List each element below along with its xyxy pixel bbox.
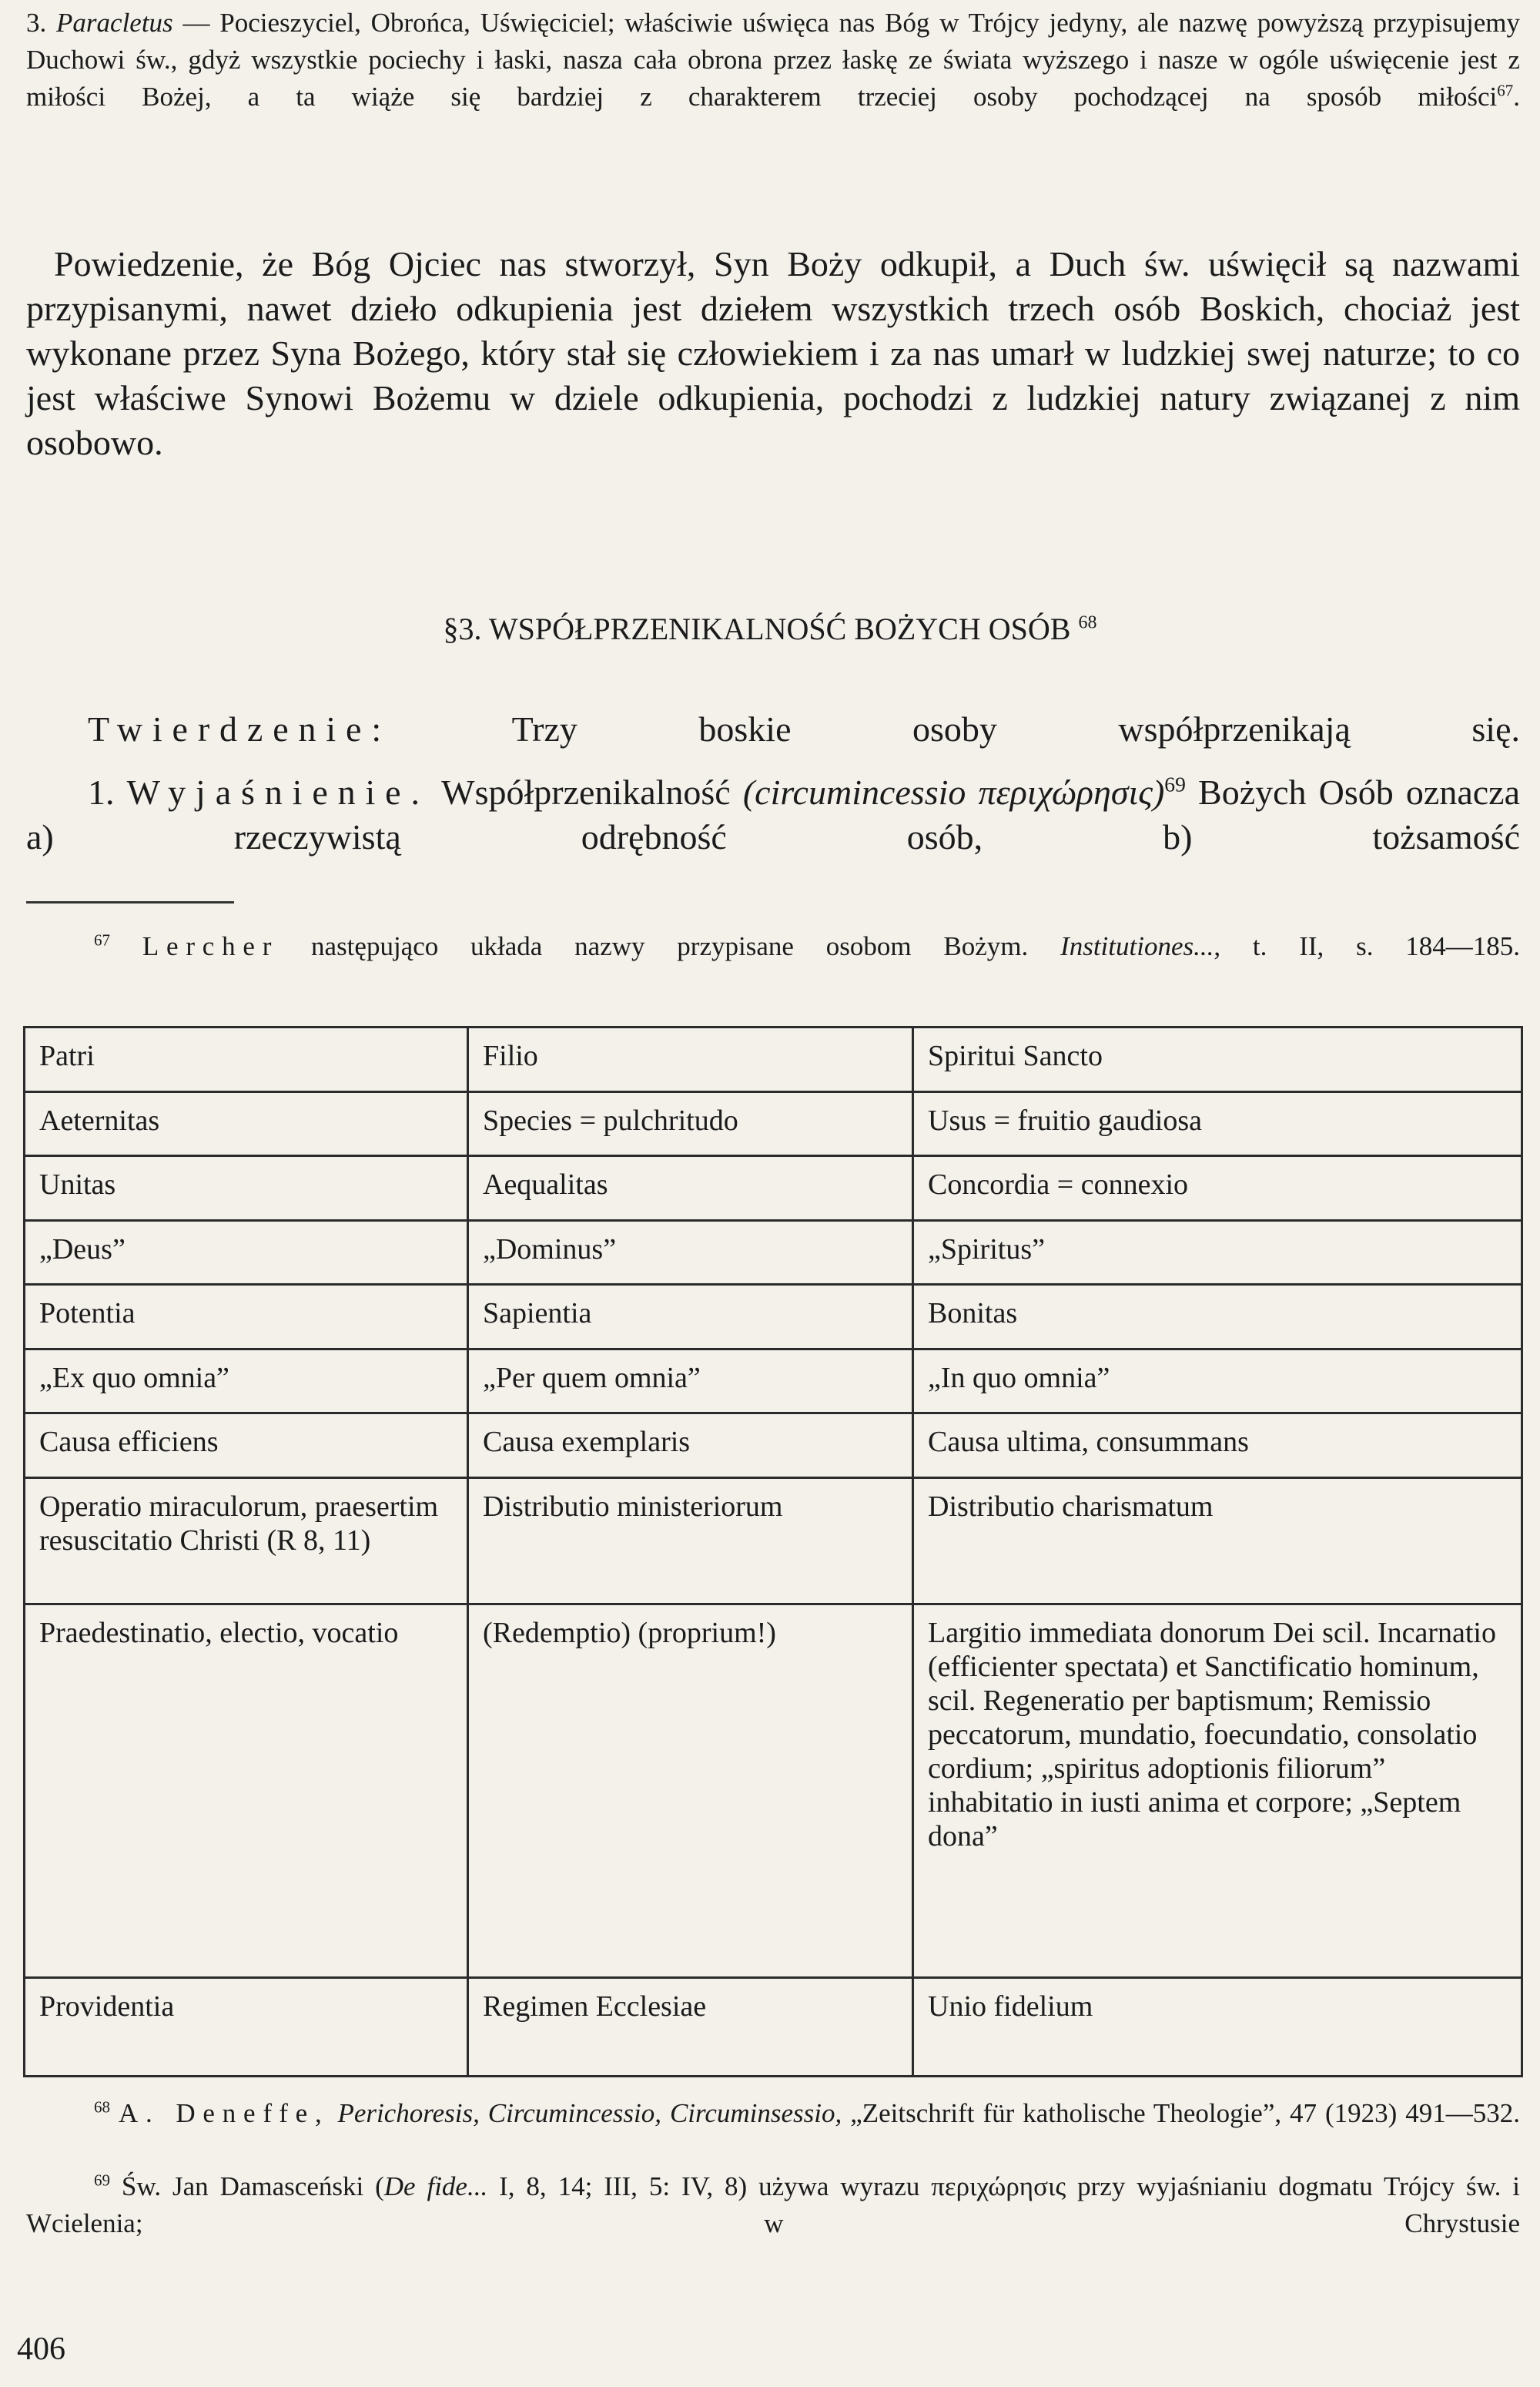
table-header-cell: Filio xyxy=(468,1028,913,1092)
footnote-ref: 68 xyxy=(1078,612,1097,633)
explanation-text: Współprzenikalność xyxy=(429,773,743,812)
table-cell: „Ex quo omnia” xyxy=(25,1349,468,1413)
section-heading xyxy=(0,608,1540,650)
page-number: 406 xyxy=(17,2332,65,2367)
explanation-paragraph xyxy=(26,770,1520,904)
footnote-number: 67 xyxy=(94,930,110,950)
table-row xyxy=(25,1978,1522,2077)
table-cell: Causa ultima, consummans xyxy=(913,1413,1522,1478)
thesis-label: Twierdzenie: xyxy=(88,709,391,749)
table-row xyxy=(25,1220,1522,1285)
table-row xyxy=(25,1413,1522,1478)
footnote-work: Institutiones... xyxy=(1060,931,1214,961)
table-row xyxy=(25,1156,1522,1221)
explanation-text: Bożych Osób oznacza a) rzeczywistą odrębność osób, b) tożsamość xyxy=(26,773,1520,857)
table-cell: Operatio miraculorum, praesertim resuscitatio Christi (R 8, 11) xyxy=(25,1477,468,1604)
period: . xyxy=(1513,82,1520,112)
item-number: 1. xyxy=(88,773,127,812)
table-cell: „Spiritus” xyxy=(913,1220,1522,1285)
paragraph-paracletus xyxy=(26,5,1520,153)
latin-term: Paracletus xyxy=(56,8,173,38)
table-row xyxy=(25,1477,1522,1604)
footnote-68 xyxy=(26,2095,1520,2169)
footnote-number: 68 xyxy=(94,2097,110,2117)
table-cell: Bonitas xyxy=(913,1285,1522,1349)
footnote-ref: 67 xyxy=(1497,81,1514,100)
table-header-cell: Patri xyxy=(25,1028,468,1092)
table-cell: Aeternitas xyxy=(25,1091,468,1156)
heading-text: §3. WSPÓŁPRZENIKALNOŚĆ BOŻYCH OSÓB xyxy=(443,612,1071,646)
paragraph-main: Powiedzenie, że Bóg Ojciec nas stworzył, Syn Boży odkupił, a Duch św. uświęcił są nazwami przypisanymi, nawet dzieło odkupienia jest dziełem wszystkich trzech osób Boskich, chociaż jest wykonane przez Syna Bożego, który stał się człowiekiem i za nas umarł w ludzkiej swej naturze; to co jest właściwe Synowi Bożemu w dziele odkupienia, pochodzi z ludzkiej natury związanej z nim osobowo. xyxy=(26,244,1520,462)
footnote-text: I, 8, 14; III, 5: IV, 8) używa wyrazu περιχώρησις przy wyjaśnianiu dogmatu Trójcy św. i Wcielenia; w Chrystusie xyxy=(26,2171,1521,2238)
table-cell: Species = pulchritudo xyxy=(468,1091,913,1156)
attributions-table xyxy=(23,1026,1523,2077)
footnote-text: „Zeitschrift für katholische Theologie”, 47 (1923) 491—532. xyxy=(842,2098,1521,2128)
explanation-label: Wyjaśnienie. xyxy=(126,773,430,812)
table-row xyxy=(25,1028,1522,1092)
table-cell: Sapientia xyxy=(468,1285,913,1349)
table-cell: Causa exemplaris xyxy=(468,1413,913,1478)
item-number: 3. xyxy=(26,8,47,38)
table-header-cell: Spiritui Sancto xyxy=(913,1028,1522,1092)
table-cell: Concordia = connexio xyxy=(913,1156,1522,1221)
footnote-work: De fide... xyxy=(383,2171,488,2201)
table-cell: „Dominus” xyxy=(468,1220,913,1285)
footnote-text: następująco układa nazwy przypisane osobom Bożym. xyxy=(279,931,1029,961)
table-cell: Aequalitas xyxy=(468,1156,913,1221)
table-row xyxy=(25,1285,1522,1349)
table-cell: „Per quem omnia” xyxy=(468,1349,913,1413)
table-cell: Regimen Ecclesiae xyxy=(468,1978,913,2077)
table-cell: Distributio ministeriorum xyxy=(468,1477,913,1604)
paragraph-text: — Pocieszyciel, Obrońca, Uświęciciel; właściwie uświęca nas Bóg w Trójcy jedyny, ale nazwę powyższą przypisujemy Duchowi św., gdyż wszystkie pociechy i łaski, nasza cała obrona przez łaskę ze świata wyższego i nasze w ogóle uświęcenie jest z miłości Bożej, a ta wiąże się bardziej z charakterem trzeciej osoby pochodzącej na sposób miłości xyxy=(26,8,1521,112)
thesis-text: Trzy boskie osoby współprzenikają się. xyxy=(391,709,1520,749)
table-cell: Providentia xyxy=(25,1978,468,2077)
table-row xyxy=(25,1091,1522,1156)
footnote-work: Perichoresis, Circumincessio, Circuminsessio, xyxy=(329,2098,842,2128)
table-cell: Largitio immediata donorum Dei scil. Incarnatio (efficienter spectata) et Sanctificatio hominum, scil. Regeneratio per baptismum; Remissio peccatorum, mundatio, foecundatio, consolatio cordium; „spiritus adoptionis filiorum” inhabitatio in iusti anima et corpore; „Septem dona” xyxy=(913,1604,1522,1978)
latin-term: (circumincessio περιχώρησις) xyxy=(742,773,1165,812)
table-cell: Praedestinatio, electio, vocatio xyxy=(25,1604,468,1978)
table-body xyxy=(25,1028,1522,2077)
footnote-67 xyxy=(26,928,1520,1002)
footnote-divider xyxy=(26,901,234,904)
table-cell: Unitas xyxy=(25,1156,468,1221)
table-cell: Usus = fruitio gaudiosa xyxy=(913,1091,1522,1156)
footnote-author: A. Deneffe, xyxy=(118,2098,330,2128)
footnote-author: Lercher xyxy=(142,931,280,961)
table-cell: (Redemptio) (proprium!) xyxy=(468,1604,913,1978)
footnote-text: , t. II, s. 184—185. xyxy=(1214,931,1521,961)
table-cell: „Deus” xyxy=(25,1220,468,1285)
footnote-number: 69 xyxy=(94,2171,110,2190)
table-cell: Distributio charismatum xyxy=(913,1477,1522,1604)
footnote-69 xyxy=(26,2168,1520,2279)
table-row xyxy=(25,1349,1522,1413)
table-cell: „In quo omnia” xyxy=(913,1349,1522,1413)
table-cell: Causa efficiens xyxy=(25,1413,468,1478)
table-cell: Unio fidelium xyxy=(913,1978,1522,2077)
footnote-ref: 69 xyxy=(1164,772,1186,796)
footnote-text: Św. Jan Damasceński ( xyxy=(110,2171,384,2201)
table-row xyxy=(25,1604,1522,1978)
table-cell: Potentia xyxy=(25,1285,468,1349)
